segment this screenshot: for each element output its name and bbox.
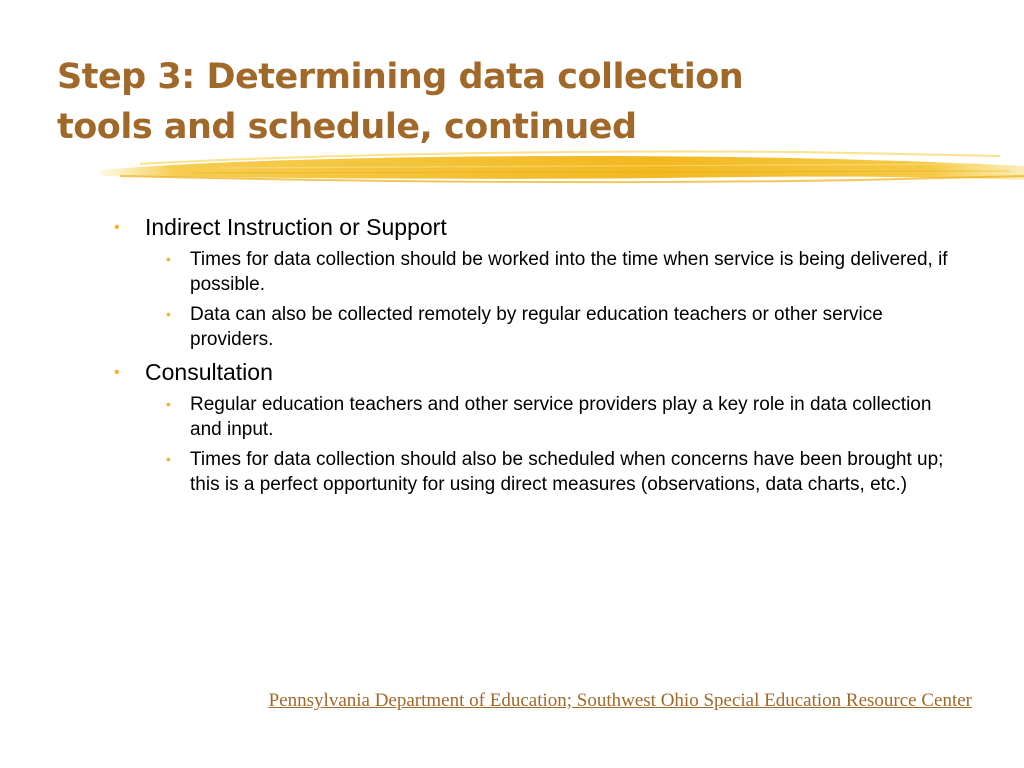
brush-stroke-divider [100, 146, 1024, 190]
sub-list-item [110, 447, 960, 497]
sub-list-item-text: Times for data collection should also be scheduled when concerns have been brought up; this is a perfect opportunity for using direct measures (observations, data charts, etc.) [190, 449, 944, 495]
list-item-label: Consultation [145, 359, 273, 385]
slide-title-line-2: tools and schedule, continued [57, 107, 637, 147]
sub-list-item-text: Regular education teachers and other service providers play a key role in data collection and input. [190, 394, 932, 440]
list-item [110, 357, 960, 387]
sub-list-item [110, 247, 960, 297]
sub-list-item [110, 302, 960, 352]
bullet-list [110, 212, 960, 502]
footer-credit-link[interactable]: Pennsylvania Department of Education; Southwest Ohio Special Education Resource Center [268, 690, 972, 711]
list-item [110, 212, 960, 242]
bullet-icon: • [114, 219, 120, 236]
bullet-icon: • [114, 364, 120, 381]
sub-list-item-text: Times for data collection should be worked into the time when service is being delivered, if possible. [190, 249, 948, 295]
sub-list-item [110, 392, 960, 442]
slide-title [57, 52, 977, 152]
bullet-icon: • [166, 451, 171, 467]
list-item-label: Indirect Instruction or Support [145, 214, 447, 240]
bullet-icon: • [166, 396, 171, 412]
bullet-icon: • [166, 306, 171, 322]
sub-list-item-text: Data can also be collected remotely by regular education teachers or other service providers. [190, 304, 883, 350]
slide-title-line-1: Step 3: Determining data collection [57, 57, 744, 97]
bullet-icon: • [166, 251, 171, 267]
